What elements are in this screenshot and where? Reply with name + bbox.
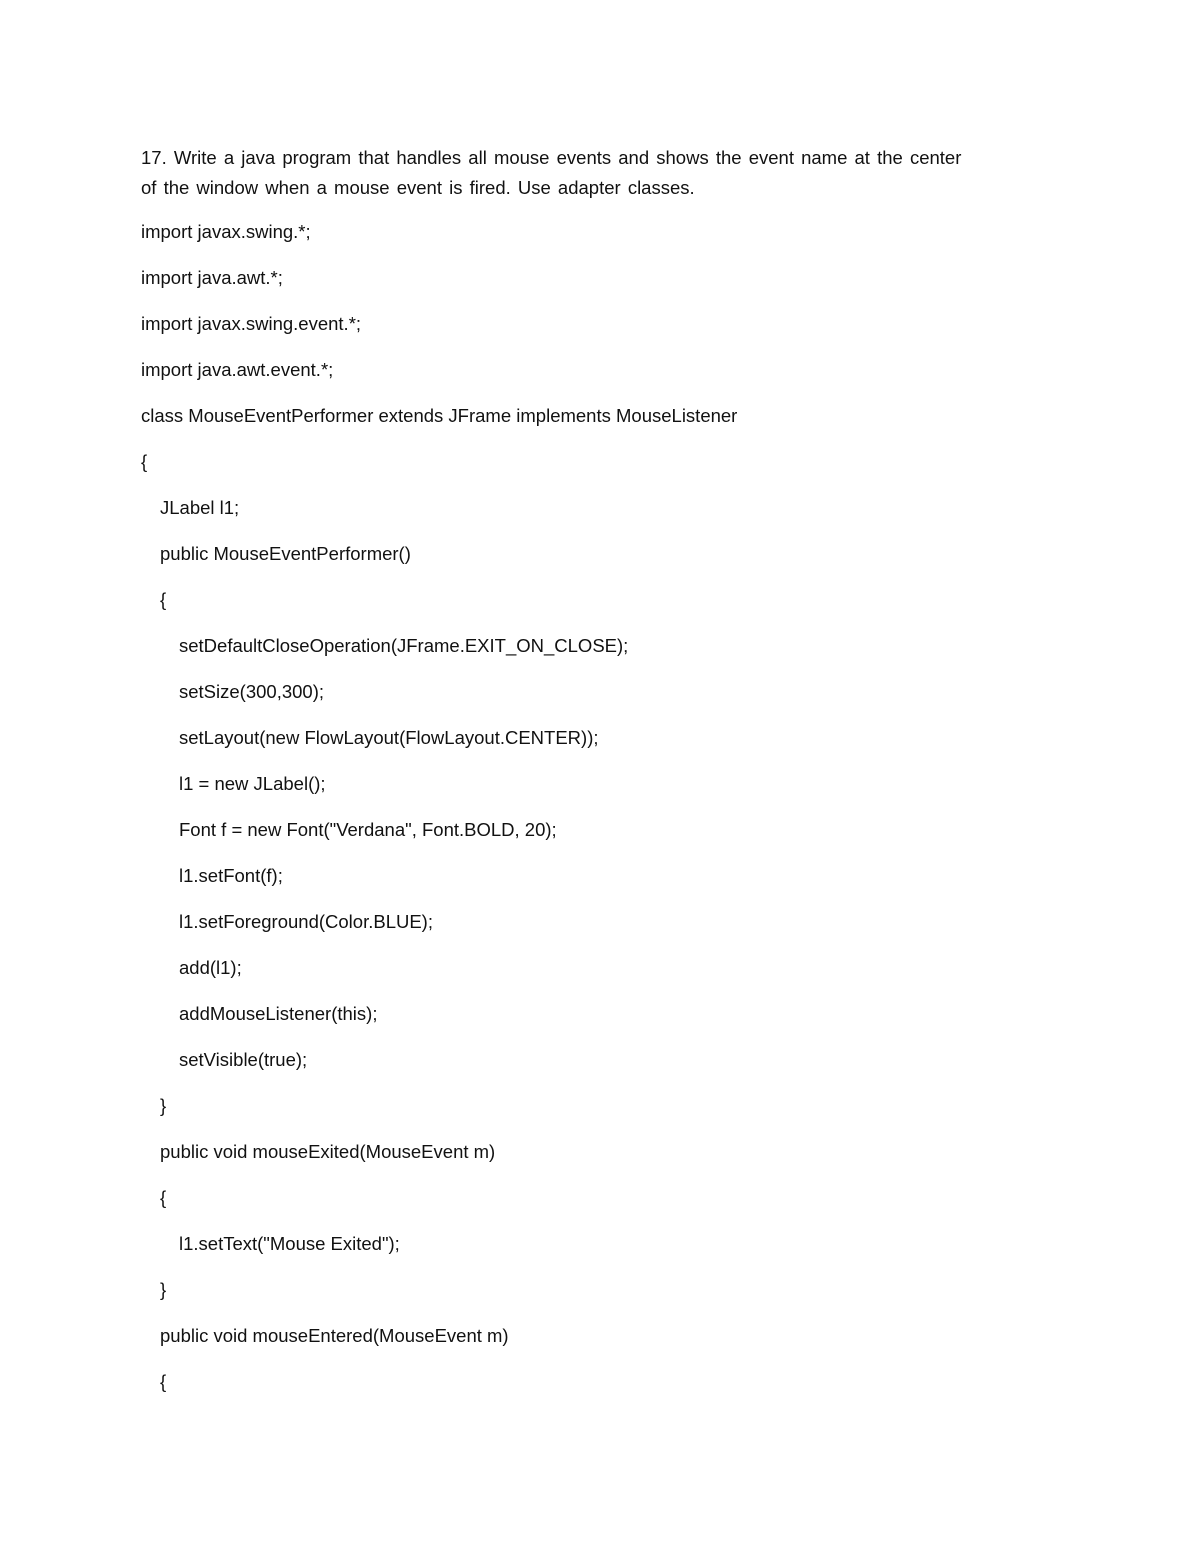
code-line-constructor-open-brace: {	[160, 589, 167, 610]
code-line-set-visible: setVisible(true);	[179, 1049, 308, 1070]
question-line-2: of the window when a mouse event is fired. Use adapter classes.	[141, 177, 695, 198]
code-line-set-layout: setLayout(new FlowLayout(FlowLayout.CENTER));	[179, 727, 599, 748]
code-line-import-awt: import java.awt.*;	[141, 267, 283, 288]
code-line-constructor: public MouseEventPerformer()	[160, 543, 411, 564]
code-line-mouse-exited-open-brace: {	[160, 1187, 167, 1208]
code-line-set-close-op: setDefaultCloseOperation(JFrame.EXIT_ON_CLOSE);	[179, 635, 629, 656]
code-line-import-swing-event: import javax.swing.event.*;	[141, 313, 362, 334]
code-line-field-label: JLabel l1;	[160, 497, 240, 518]
code-line-new-label: l1 = new JLabel();	[179, 773, 326, 794]
code-line-import-awt-event: import java.awt.event.*;	[141, 359, 334, 380]
code-line-class-open-brace: {	[141, 451, 148, 472]
code-line-set-text-exited: l1.setText("Mouse Exited");	[179, 1233, 400, 1254]
code-line-set-size: setSize(300,300);	[179, 681, 325, 702]
code-line-mouse-exited-close-brace: }	[160, 1279, 167, 1300]
code-line-add-mouse-listener: addMouseListener(this);	[179, 1003, 378, 1024]
code-line-set-font: l1.setFont(f);	[179, 865, 283, 886]
code-line-set-foreground: l1.setForeground(Color.BLUE);	[179, 911, 433, 932]
question-text	[141, 143, 1041, 203]
code-line-add-label: add(l1);	[179, 957, 242, 978]
code-line-new-font: Font f = new Font("Verdana", Font.BOLD, 20);	[179, 819, 557, 840]
code-line-mouse-exited-method: public void mouseExited(MouseEvent m)	[160, 1141, 496, 1162]
code-line-mouse-entered-open-brace: {	[160, 1371, 167, 1392]
code-line-constructor-close-brace: }	[160, 1095, 167, 1116]
code-line-mouse-entered-method: public void mouseEntered(MouseEvent m)	[160, 1325, 509, 1346]
code-line-class-declaration: class MouseEventPerformer extends JFrame implements MouseListener	[141, 405, 738, 426]
code-line-import-swing: import javax.swing.*;	[141, 221, 311, 242]
question-line-1: 17. Write a java program that handles all mouse events and shows the event name at the center	[141, 147, 962, 168]
